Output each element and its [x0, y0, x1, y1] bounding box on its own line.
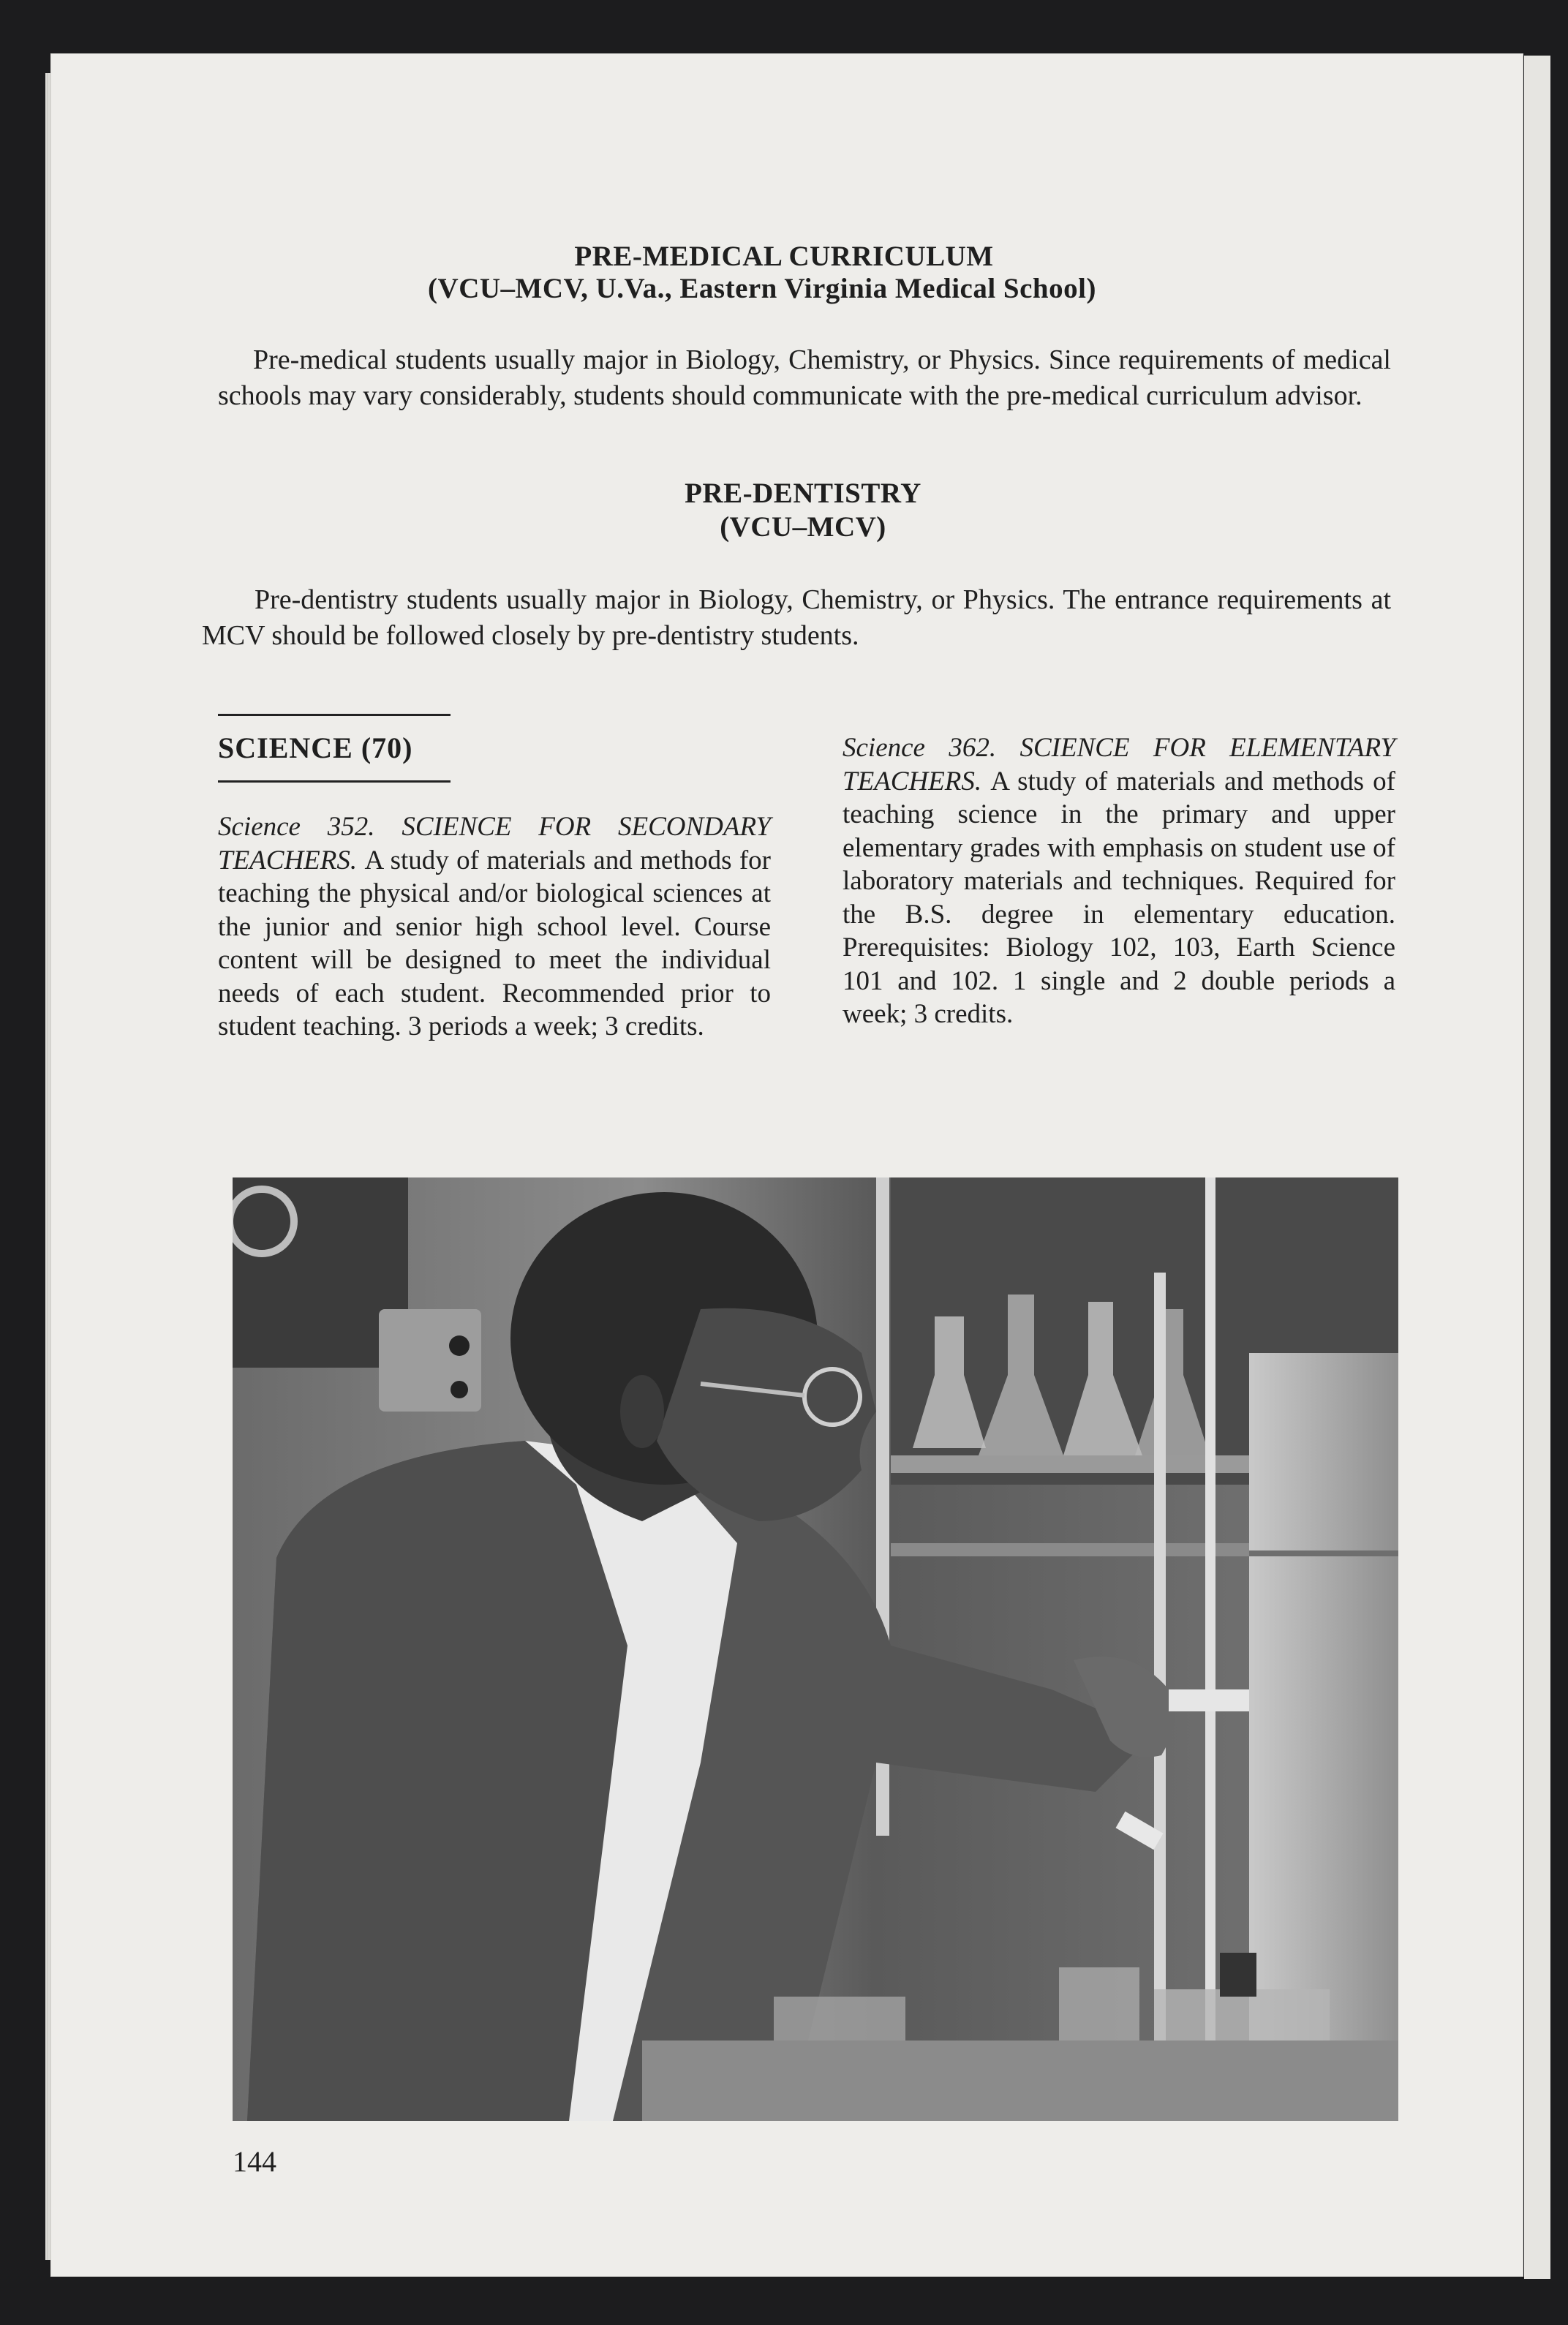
predent-title: PRE-DENTISTRY — [685, 478, 921, 509]
section-heading-science: SCIENCE (70) — [218, 714, 451, 783]
premed-title: PRE-MEDICAL CURRICULUM — [574, 241, 994, 272]
lab-photo-illustration — [233, 1177, 1398, 2121]
course-362-body: A study of materials and methods of teaching science in the primary and upper elementary grades with emphasis on student use of laboratory materials and techniques. Required for the B.S. degree in elementary education. Prerequisites: Biology 102, 103, Earth Science 101 and 102. 1 single and 2 double periods a week; 3 credits. — [843, 766, 1395, 1029]
lab-student-photo — [233, 1177, 1398, 2121]
premed-body: Pre-medical students usually major in Biology, Chemistry, or Physics. Since requirements of medical schools may vary considerably, students should communicate with the pre-medical curriculum advisor. — [218, 344, 1391, 411]
course-352 — [218, 810, 771, 1044]
page-number: 144 — [233, 2145, 276, 2178]
facing-page-edge — [1524, 56, 1550, 2279]
course-362-title: Science 362. SCIENCE FOR ELEMENTARY TEACHERS. — [843, 733, 1395, 796]
course-352-body: A study of materials and methods for teaching the physical and/or biological sciences at the junior and senior high school level. Course content will be designed to meet the individual needs of each student. Recommended prior to student teaching. 3 periods a week; 3 credits. — [218, 845, 771, 1041]
course-362 — [843, 731, 1395, 1031]
premed-subtitle: (VCU–MCV, U.Va., Eastern Virginia Medical School) — [428, 273, 1096, 304]
predent-body: Pre-dentistry students usually major in Biology, Chemistry, or Physics. The entrance requirements at MCV should be followed closely by pre-dentistry students. — [202, 584, 1391, 651]
course-352-title: Science 352. SCIENCE FOR SECONDARY TEACHERS. — [218, 812, 771, 875]
predent-subtitle: (VCU–MCV) — [720, 511, 886, 543]
